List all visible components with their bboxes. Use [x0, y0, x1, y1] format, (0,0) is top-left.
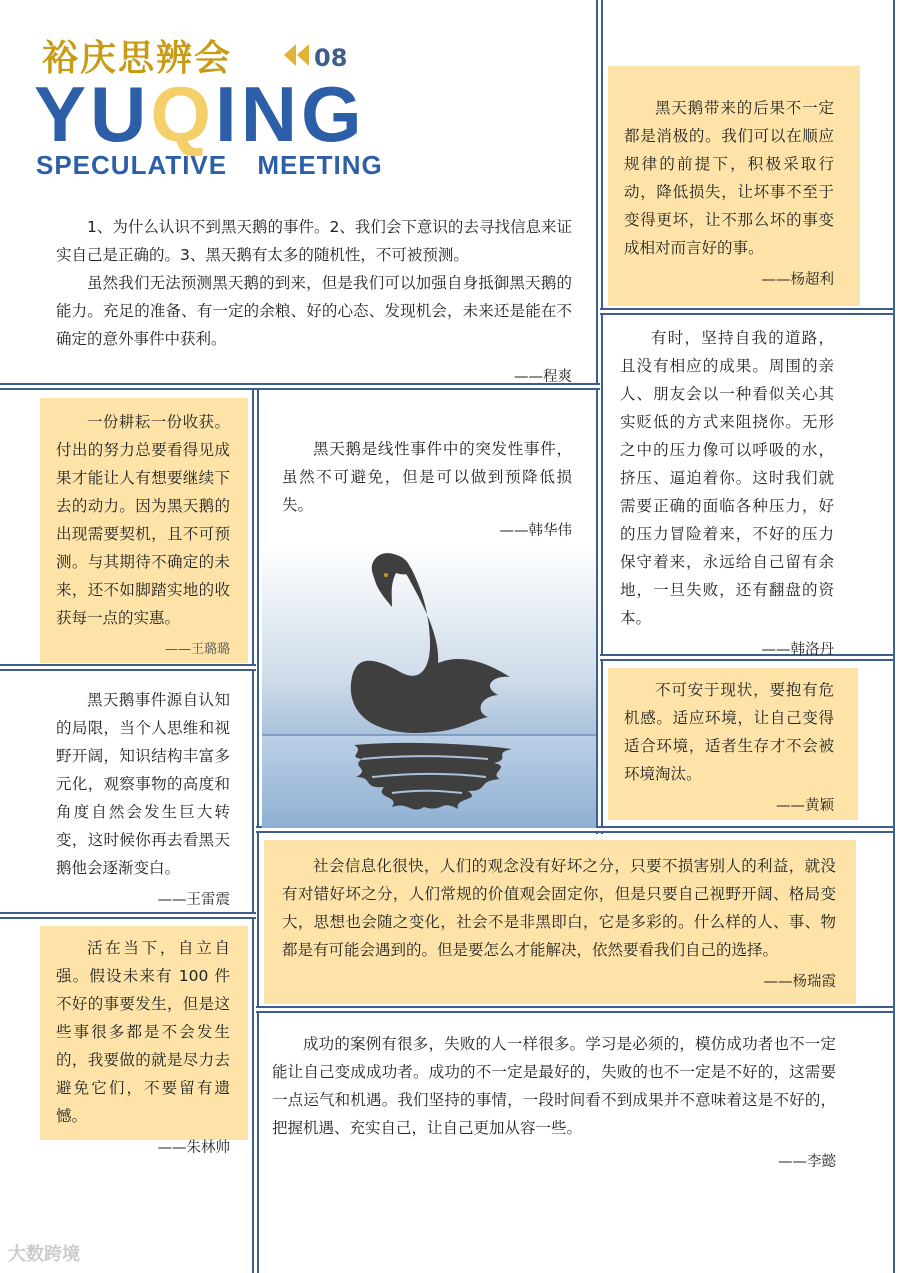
title-en-part-b: Q: [150, 70, 216, 158]
frame-hline-right-1: [600, 308, 900, 315]
double-arrow-icon: [282, 40, 312, 70]
title-en-part-c: ING: [215, 70, 366, 158]
magazine-title-cn: 裕庆思辨会: [42, 38, 233, 79]
article-text: 黑天鹅是线性事件中的突发性事件，虽然不可避免，但是可以做到预降低损失。: [282, 440, 572, 514]
note-text: 活在当下，自立自强。假设未来有 100 件不好的事要发生，但是这些事很多都是不会发生的，我要做的就是尽力去避免它们，不要留有遗憾。: [56, 939, 230, 1125]
article-text: 成功的案例有很多，失败的人一样很多。学习是必须的，模仿成功者也不一定能让自己变成成功者。成功的不一定是最好的，失败的也不一定是不好的，这需要一点运气和机遇。我们坚持的事情，一段时间看不到成果并不意味着这是不好的，把握机遇、充实自己，让自己更加从容一些。: [272, 1035, 836, 1137]
black-swan-illustration: [262, 545, 596, 828]
frame-vline-right-edge: [893, 0, 900, 1273]
watermark-logo: 大数跨境: [8, 1244, 80, 1265]
article-cheng: [56, 213, 572, 391]
author-signature: ——程爽: [514, 369, 572, 385]
note-text: 黑天鹅带来的后果不一定都是消极的。我们可以在顺应规律的前提下，积极采取行动，降低损失，让坏事不至于变得更坏，让不那么坏的事变成相对而言好的事。: [624, 99, 834, 257]
issue-number: 08: [314, 44, 348, 72]
article-li-yi: [272, 1030, 836, 1176]
frame-hline-left-2: [0, 664, 256, 671]
magazine-title-en: [34, 68, 366, 160]
magazine-subtitle: SPECULATIVE MEETING: [36, 150, 383, 180]
author-signature: ——杨瑞霞: [763, 974, 836, 990]
article-han-luodan: [620, 324, 834, 664]
note-text: 社会信息化很快，人们的观念没有好坏之分，只要不损害别人的利益，就没有对错好坏之分，人们常规的价值观会固定你，但是只要自己视野开阔、格局变大，思想也会随之变化，社会不是非黑即白，它是多彩的。什么样的人、事、物都是有可能会遇到的。但是要怎么才能解决，依然要看我们自己的选择。: [282, 857, 836, 959]
article-paragraph: 虽然我们无法预测黑天鹅的到来，但是我们可以加强自身抵御黑天鹅的能力。充足的准备、有一定的余粮、好的心态、发现机会，未来还是能在不确定的意外事件中获利。: [56, 274, 572, 348]
note-yang-ruixia: [264, 840, 856, 1004]
article-paragraph: 1、为什么认识不到黑天鹅的事件。2、我们会下意识的去寻找信息来证实自己是正确的。3、黑天鹅有太多的随机性，不可被预测。: [56, 218, 572, 264]
frame-vline-center: [596, 0, 603, 834]
author-signature: ——韩华伟: [499, 523, 572, 539]
note-huang-ying: [608, 668, 858, 820]
article-wang-leizhen: [56, 686, 230, 914]
note-yang-chaoli: [608, 66, 860, 306]
article-han-huawei: [282, 435, 572, 545]
article-text: 黑天鹅事件源自认知的局限，当个人思维和视野开阔，知识结构丰富多元化，观察事物的高度和角度自然会发生巨大转变，这时候你再去看黑天鹅他会逐渐变白。: [56, 691, 230, 877]
note-wang-lulu: [40, 398, 248, 663]
note-text: 不可安于现状，要抱有危机感。适应环境，让自己变得适合环境，适者生存才不会被环境淘汰。: [624, 681, 834, 783]
frame-hline-lower: [256, 1006, 900, 1013]
author-signature: ——杨超利: [761, 272, 834, 288]
article-text: 有时，坚持自我的道路，且没有相应的成果。周围的亲人、朋友会以一种看似关心其实贬低的方式来阻挠你。无形之中的压力像可以呼吸的水，挤压、逼迫着你。这时我们就需要正确的面临各种压力，好的压力冒险着来，不好的压力保守着来，永远给自己留有余地，一旦失败，还有翻盘的资本。: [620, 329, 834, 627]
author-signature: ——朱林帅: [157, 1140, 230, 1156]
author-signature: ——黄颖: [776, 798, 834, 814]
author-signature: ——韩洛丹: [761, 642, 834, 658]
note-zhu-linshuai: [40, 926, 248, 1156]
author-signature: ——王璐璐: [164, 642, 230, 657]
title-en-part-a: YU: [34, 70, 151, 158]
author-signature: ——李懿: [778, 1154, 836, 1170]
note-text: 一份耕耘一份收获。付出的努力总要看得见成果才能让人有想要继续下去的动力。因为黑天鹅的出现需要契机，且不可预测。与其期待不确定的未来，还不如脚踏实地的收获每一点的实惠。: [56, 413, 230, 627]
author-signature: ——王雷震: [157, 892, 230, 908]
